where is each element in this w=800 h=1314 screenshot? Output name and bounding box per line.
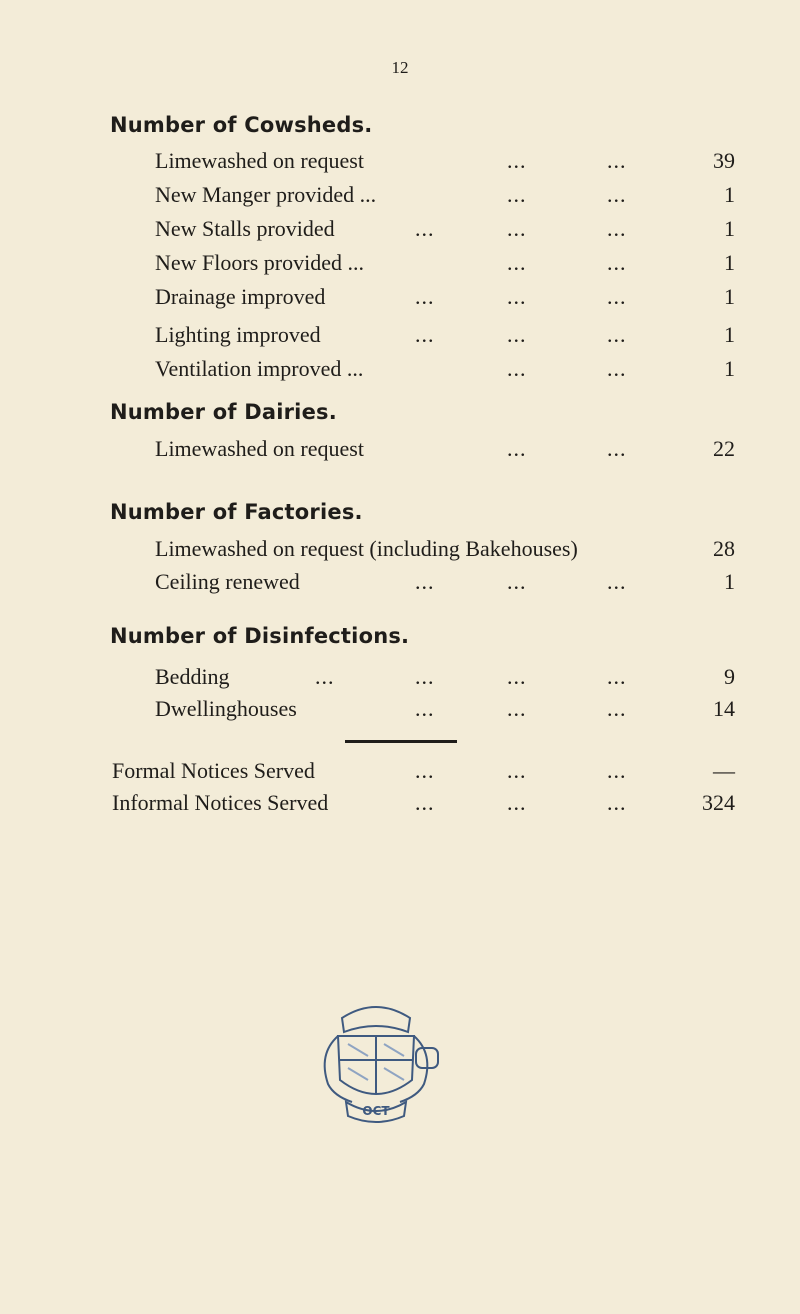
table-row xyxy=(155,434,735,464)
leader-dots: ... xyxy=(607,569,627,594)
section-heading-dairies: Number of Dairies. xyxy=(110,400,337,424)
leader-dots: ... xyxy=(507,790,527,815)
table-row xyxy=(155,282,735,312)
leader-dots: ... xyxy=(415,696,435,721)
leader-dots: ... xyxy=(607,436,627,461)
page-number: 12 xyxy=(391,58,409,77)
table-row xyxy=(155,662,735,692)
row-label: Ventilation improved ... xyxy=(155,356,364,381)
leader-dots: ... xyxy=(415,664,435,689)
leader-dots: ... xyxy=(607,148,627,173)
row-value: 324 xyxy=(702,790,735,815)
row-value: 1 xyxy=(724,284,735,309)
table-row xyxy=(155,567,735,597)
row-label: Dwellinghouses xyxy=(155,696,297,721)
leader-dots: ... xyxy=(607,216,627,241)
row-value: 1 xyxy=(724,216,735,241)
row-value: 1 xyxy=(724,356,735,381)
row-label: Bedding xyxy=(155,664,230,689)
leader-dots: ... xyxy=(507,569,527,594)
row-value: 1 xyxy=(724,250,735,275)
leader-dots: ... xyxy=(415,216,435,241)
row-label: New Stalls provided xyxy=(155,216,335,241)
leader-dots: ... xyxy=(415,322,435,347)
seal-date-text: OCT xyxy=(362,1104,390,1118)
leader-dots: ... xyxy=(607,284,627,309)
section-heading-cowsheds: Number of Cowsheds. xyxy=(110,113,373,137)
row-value: 1 xyxy=(724,182,735,207)
table-row xyxy=(155,320,735,350)
table-row xyxy=(155,534,735,564)
section-divider xyxy=(345,740,457,743)
table-row xyxy=(155,214,735,244)
leader-dots: ... xyxy=(507,436,527,461)
row-value: 1 xyxy=(724,569,735,594)
leader-dots: ... xyxy=(415,790,435,815)
leader-dots: ... xyxy=(415,758,435,783)
row-label: New Manger provided ... xyxy=(155,182,377,207)
row-value: 9 xyxy=(724,664,735,689)
section-heading-disinfections: Number of Disinfections. xyxy=(110,624,410,648)
leader-dots: ... xyxy=(415,569,435,594)
table-row xyxy=(155,694,735,724)
table-row xyxy=(112,788,735,818)
leader-dots: ... xyxy=(607,250,627,275)
seal-crown-outline xyxy=(342,1007,410,1032)
leader-dots: ... xyxy=(507,216,527,241)
leader-dots: ... xyxy=(507,322,527,347)
leader-dots: ... xyxy=(507,148,527,173)
row-label: Drainage improved xyxy=(155,284,326,309)
row-label: Informal Notices Served xyxy=(112,790,329,815)
leader-dots: ... xyxy=(607,758,627,783)
table-row xyxy=(155,180,735,210)
row-value: 28 xyxy=(713,536,735,561)
row-label: Limewashed on request xyxy=(155,436,364,461)
table-row xyxy=(155,248,735,278)
leader-dots: ... xyxy=(607,322,627,347)
leader-dots: ... xyxy=(607,182,627,207)
row-value: 1 xyxy=(724,322,735,347)
leader-dots: ... xyxy=(415,284,435,309)
section-heading-factories: Number of Factories. xyxy=(110,500,363,524)
leader-dots: ... xyxy=(507,182,527,207)
row-label: Ceiling renewed xyxy=(155,569,300,594)
leader-dots: ... xyxy=(507,758,527,783)
table-row xyxy=(155,354,735,384)
leader-dots: ... xyxy=(315,664,335,689)
leader-dots: ... xyxy=(607,356,627,381)
row-value: 14 xyxy=(713,696,735,721)
leader-dots: ... xyxy=(507,284,527,309)
leader-dots: ... xyxy=(607,664,627,689)
library-seal-stamp xyxy=(308,998,444,1126)
row-value: — xyxy=(713,758,735,783)
leader-dots: ... xyxy=(507,250,527,275)
table-row xyxy=(155,146,735,176)
row-value: 22 xyxy=(713,436,735,461)
row-label: Limewashed on request xyxy=(155,148,364,173)
row-label: Limewashed on request (including Bakehouses) xyxy=(155,536,578,561)
row-label: Formal Notices Served xyxy=(112,758,315,783)
row-label: Lighting improved xyxy=(155,322,321,347)
row-label: New Floors provided ... xyxy=(155,250,364,275)
leader-dots: ... xyxy=(607,696,627,721)
leader-dots: ... xyxy=(607,790,627,815)
leader-dots: ... xyxy=(507,696,527,721)
leader-dots: ... xyxy=(507,664,527,689)
table-row xyxy=(112,756,735,786)
leader-dots: ... xyxy=(507,356,527,381)
row-value: 39 xyxy=(713,148,735,173)
